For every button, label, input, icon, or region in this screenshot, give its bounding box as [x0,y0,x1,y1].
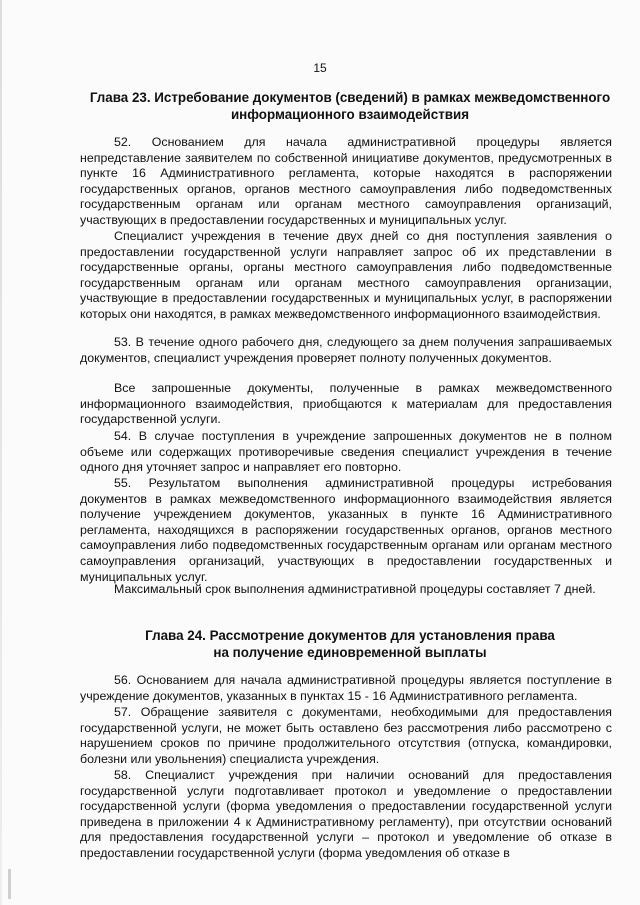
scan-edge [0,0,2,905]
chapter-24-title-line-2: на получение единовременной выплаты [213,645,487,660]
paragraph-52: 52. Основанием для начала административной процедуры является непредставление заявителем по собственной инициативе документов, предусмотренных в пункте 16 Административного регламента, которые находятся в распоряжении государственных органов, органов местного самоуправления либо подведомственных государственным органам или органам местного самоуправления организаций, участвующих в предоставлении государственных и муниципальных услуг. [80,135,612,227]
page-number: 15 [313,61,327,75]
chapter-24-title-line-1: Глава 24. Рассмотрение документов для установления права [145,628,555,643]
scan-artifact [8,869,11,899]
paragraph-57: 57. Обращение заявителя с документами, необходимыми для предоставления государственной услуги, не может быть оставлено без рассмотрения либо рассмотрено с нарушением сроков по причине продолжительного отсутствия (отпуска, командировки, болезни или увольнения) специалиста учреждения. [80,705,612,766]
paragraph-56: 56. Основанием для начала административной процедуры является поступление в учреждение документов, указанных в пунктах 15 - 16 Административного регламента. [80,673,612,703]
chapter-23-heading [80,89,620,123]
paragraph-55: 55. Результатом выполнения административной процедуры истребования документов в рамках межведомственного информационного взаимодействия является получение учреждением документов, указанных в пункте 16 Административного регламента, находящихся в распоряжении государственных органов, органов местного самоуправления либо подведомственных государственным органам или органам местного самоуправления организаций, участвующих в предоставлении государственных и муниципальных услуг. [80,476,612,584]
paragraph-53-documents: Все запрошенные документы, полученные в рамках межведомственного информационного взаимодействия, приобщаются к материалам для предоставления государственной услуги. [80,381,612,427]
chapter-24-heading [80,627,620,661]
paragraph-54: 54. В случае поступления в учреждение запрошенных документов не в полном объеме или содержащих противоречивые сведения специалист учреждения в течение одного дня уточняет запрос и направляет его повторно. [80,429,612,475]
paragraph-58: 58. Специалист учреждения при наличии оснований для предоставления государственной услуги подготавливает протокол и уведомление о предоставлении государственной услуги (форма уведомления о предоставлении государственной услуги приведена в приложении 4 к Административному регламенту), при отсутствии оснований для предоставления государственной услуги – протокол и уведомление об отказе в предоставлении государственной услуги (форма уведомления об отказе в [80,768,612,860]
chapter-23-title-line-1: Глава 23. Истребование документов (сведений) в рамках межведомственного [89,90,611,105]
paragraph-52-specialist: Специалист учреждения в течение двух дней со дня поступления заявления о предоставлении государственной услуги направляет запрос об их представлении в государственные органы, органы местного самоуправления либо подведомственные государственным органам или органам местного самоуправления организации, участвующие в предоставлении государственных и муниципальных услуг, в распоряжении которых они находятся, в рамках межведомственного информационного взаимодействия. [80,229,612,321]
paragraph-55-max-term: Максимальный срок выполнения административной процедуры составляет 7 дней. [114,582,596,596]
paragraph-53: 53. В течение одного рабочего дня, следующего за днем получения запрашиваемых документов, специалист учреждения проверяет полноту полученных документов. [80,335,612,365]
chapter-23-title-line-2: информационного взаимодействия [230,107,470,122]
